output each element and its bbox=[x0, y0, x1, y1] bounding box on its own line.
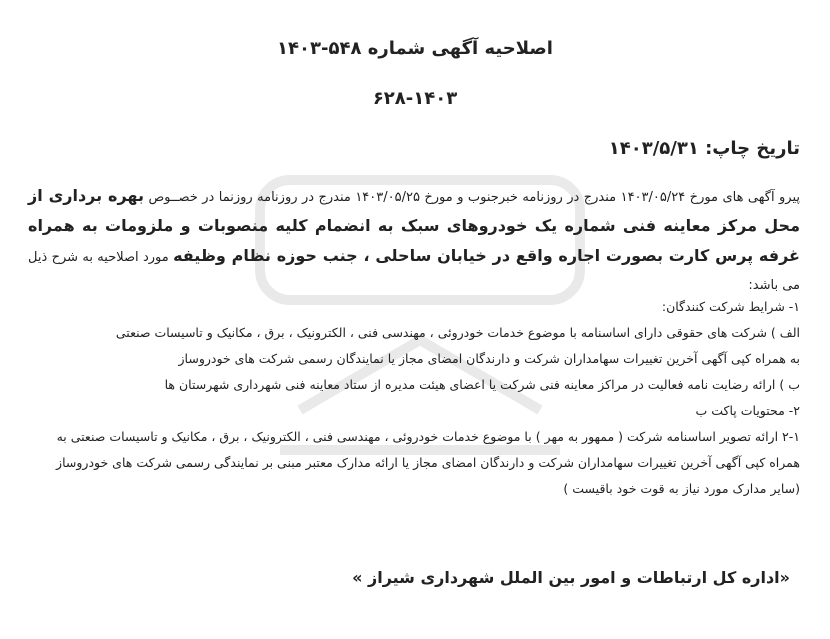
condition-item-a: الف ) شرکت های حقوقی دارای اساسنامه با موضوع خدمات خودروئی ، مهندسی فنی ، الکترونیک ، برق ، مکانیک و تاسیسات صنعتی bbox=[115, 325, 800, 340]
condition-item-b: ب ) ارائه رضایت نامه فعالیت در مراکز معاینه فنی شرکت یا اعضای هیئت مدیره از ستاد معاینه فنی شهرداری شهرستان ها bbox=[164, 377, 800, 392]
section-heading-participants: ۱- شرایط شرکت کنندگان: bbox=[661, 299, 800, 314]
notice-title: اصلاحیه آگهی شماره ۵۴۸-۱۴۰۳ bbox=[277, 38, 553, 59]
notice-number: ۶۲۸-۱۴۰۳ bbox=[372, 88, 458, 109]
print-date: تاریخ چاپ: ۱۴۰۳/۵/۳۱ bbox=[608, 138, 800, 159]
section-heading-envelope-b: ۲- محتویات پاکت ب bbox=[695, 403, 800, 418]
issuer-signature: «اداره کل ارتباطات و امور بین الملل شهرداری شیراز » bbox=[352, 568, 790, 587]
intro-text-start: پیرو آگهی های مورخ ۱۴۰۳/۰۵/۲۴ مندرج در روزنامه خبرجنوب و مورخ ۱۴۰۳/۰۵/۲۵ مندرج در روزنامه روزنما در خصــوص bbox=[143, 190, 800, 205]
envelope-b-item-1: ۲-۱ ارائه تصویر اساسنامه شرکت ( ممهور به مهر ) با موضوع خدمات خودروئی ، مهندسی فنی ، الکترونیک ، برق ، مکانیک و تاسیسات صنعتی به همراه کپی آگهی آخرین تغییرات سهامداران شرکت و دارندگان امضای مجاز یا ارائه مدارک معتبر مبنی بر نمایندگی رسمی شرکت های خودروساز bbox=[56, 429, 800, 470]
intro-text-end: مورد اصلاحیه به شرح ذیل می باشد: bbox=[28, 250, 800, 293]
intro-paragraph bbox=[28, 182, 800, 300]
conditions-list bbox=[28, 294, 800, 502]
condition-item-a-continued: به همراه کپی آگهی آخرین تغییرات سهامداران شرکت و دارندگان امضای مجاز یا نمایندگان رسمی شرکت های خودروساز bbox=[178, 351, 800, 366]
envelope-b-note: (سایر مدارک مورد نیاز به قوت خود باقیست ) bbox=[563, 481, 800, 496]
intro-subject-bold: بهره برداری از محل مرکز معاینه فنی شماره یک خودروهای سبک به انضمام کلیه منصوبات و ملزومات به همراه غرفه پرس کارت بصورت اجاره واقع در خیابان ساحلی ، جنب حوزه نظام وظیفه bbox=[28, 186, 800, 265]
